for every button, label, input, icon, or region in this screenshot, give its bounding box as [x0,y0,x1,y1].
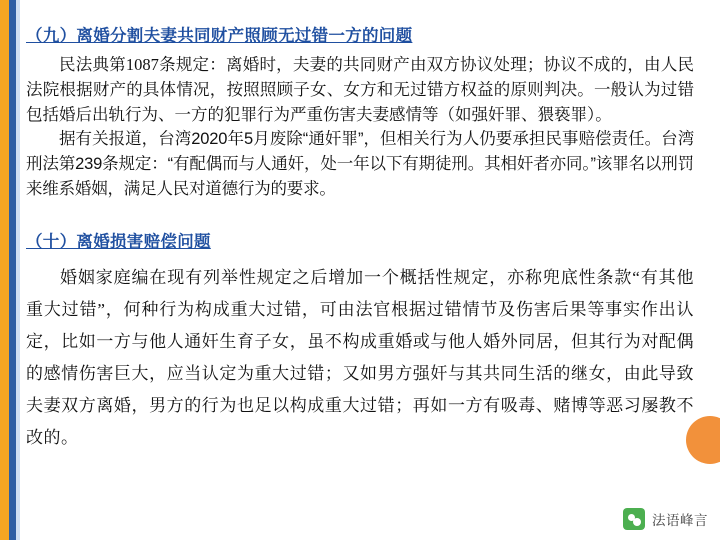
watermark [623,508,708,530]
left-accent-bar-orange [0,0,9,540]
section-nine-paragraph-1: 民法典第1087条规定：离婚时，夫妻的共同财产由双方协议处理；协议不成的，由人民法院根据财产的具体情况，按照照顾子女、女方和无过错方权益的原则判决。一般认为过错包括婚后出轨行为、一方的犯罪行为严重伤害夫妻感情等（如强奸罪、猥亵罪）。 [26,55,694,124]
slide-content [26,22,694,454]
decorative-circle [686,416,720,464]
left-accent-bar-light [16,0,20,540]
section-ten [26,228,694,454]
left-accent-bar-blue [9,0,16,540]
watermark-label: 法语峰言 [652,513,708,528]
section-ten-paragraph-1: 婚姻家庭编在现有列举性规定之后增加一个概括性规定，亦称兜底性条款“有其他重大过错”，何种行为构成重大过错，可由法官根据过错情节及伤害后果等事实作出认定，比如一方与他人通奸生育子女，虽不构成重婚或与他人婚外同居，但其行为对配偶的感情伤害巨大，应当认定为重大过错；又如男方强奸与其共同生活的继女，由此导致夫妻双方离婚，男方的行为也足以构成重大过错；再如一方有吸毒、赌博等恶习屡教不改的。 [26,268,694,447]
wechat-logo-icon [623,508,645,530]
section-ten-heading: （十）离婚损害赔偿问题 [26,233,211,251]
section-nine [26,22,694,202]
section-nine-heading: （九）离婚分割夫妻共同财产照顾无过错一方的问题 [26,27,413,45]
section-nine-paragraph-2: 据有关报道，台湾2020年5月废除“通奸罪”，但相关行为人仍要承担民事赔偿责任。台湾刑法第239条规定：“有配偶而与人通奸，处一年以下有期徒刑。其相奸者亦同。”该罪名以刑罚来维系婚姻，满足人民对道德行为的要求。 [26,130,694,198]
